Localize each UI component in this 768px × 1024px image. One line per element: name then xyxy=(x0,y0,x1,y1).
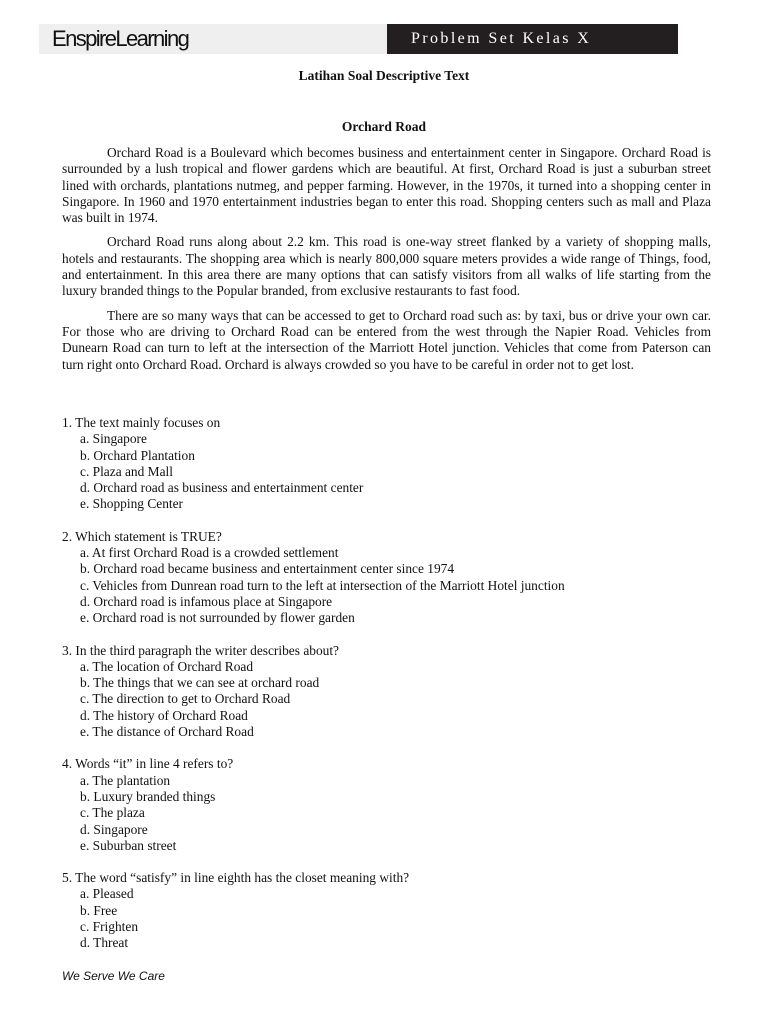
brand-logo: EnspireLearning xyxy=(52,26,189,51)
footer-tagline: We Serve We Care xyxy=(62,969,165,983)
answer-option: c. The plaza xyxy=(80,805,145,821)
answer-option: b. Free xyxy=(80,902,118,918)
question-stem: 2. Which statement is TRUE? xyxy=(62,528,222,544)
answer-option: e. Orchard road is not surrounded by flower garden xyxy=(80,610,355,626)
answer-option: c. Frighten xyxy=(80,919,139,935)
answer-option: a. Pleased xyxy=(80,886,134,902)
question-4 xyxy=(62,756,711,854)
answer-option: a. The plantation xyxy=(80,772,171,788)
answer-option: a. At first Orchard Road is a crowded settlement xyxy=(80,545,339,561)
paragraph: Orchard Road is a Boulevard which becomes business and entertainment center in Singapore. Orchard Road is surrounded by a lush tropical and flower gardens which are beautiful. At first, Orchard Road is just a suburban street lined with orchards, plantations nutmeg, and pepper farming. However, in the 1970s, it turned into a shopping center in Singapore. In 1960 and 1970 entertainment industries began to enter this road. Shopping centers such as mall and Plaza was built in 1974. xyxy=(62,145,711,226)
question-stem: 5. The word “satisfy” in line eighth has the closet meaning with? xyxy=(62,870,410,886)
question-1 xyxy=(62,415,711,513)
question-3 xyxy=(62,643,711,741)
question-stem: 1. The text mainly focuses on xyxy=(62,415,221,430)
header-title: Problem Set Kelas X xyxy=(387,24,678,54)
answer-option: b. Orchard road became business and entertainment center since 1974 xyxy=(80,561,455,577)
answer-option: a. The location of Orchard Road xyxy=(80,658,254,674)
answer-option: d. Orchard road is infamous place at Singapore xyxy=(80,593,333,609)
answer-option: c. Vehicles from Dunrean road turn to the left at intersection of the Marriott Hotel junction xyxy=(80,577,565,593)
document-title: Latihan Soal Descriptive Text xyxy=(298,68,470,83)
answer-option: c. Plaza and Mall xyxy=(80,463,173,479)
answer-option: e. Suburban street xyxy=(80,837,177,853)
question-list xyxy=(62,415,711,968)
answer-option: d. Threat xyxy=(80,935,129,951)
answer-option: d. The history of Orchard Road xyxy=(80,707,248,723)
answer-option: b. The things that we can see at orchard road xyxy=(80,675,320,691)
question-5 xyxy=(62,870,711,951)
answer-option: a. Singapore xyxy=(80,431,147,447)
answer-option: e. Shopping Center xyxy=(80,496,184,512)
passage-title: Orchard Road xyxy=(341,119,427,134)
answer-option: b. Luxury branded things xyxy=(80,788,216,804)
paragraph: Orchard Road runs along about 2.2 km. This road is one-way street flanked by a variety of shopping malls, hotels and restaurants. The shopping area which is nearly 800,000 square meters provides a wide range of Things, food, and entertainment. In this area there are many options that can satisfy visitors from all walks of life starting from the luxury branded things to the Popular branded, from exclusive restaurants to fast food. xyxy=(62,234,711,299)
answer-option: e. The distance of Orchard Road xyxy=(80,724,254,740)
answer-option: d. Orchard road as business and entertainment center xyxy=(80,480,364,496)
question-2 xyxy=(62,529,711,627)
answer-option: c. The direction to get to Orchard Road xyxy=(80,691,291,707)
answer-option: b. Orchard Plantation xyxy=(80,447,195,463)
passage-body xyxy=(62,145,711,381)
answer-option: d. Singapore xyxy=(80,821,148,837)
paragraph: There are so many ways that can be accessed to get to Orchard road such as: by taxi, bus or drive your own car. For those who are driving to Orchard Road can be entered from the west through the Napier Road. Vehicles from Dunearn Road can turn to left at the intersection of the Marriott Hotel junction. Vehicles that come from Paterson can turn right onto Orchard Road. Orchard is always crowded so you have to be careful in order not to get lost. xyxy=(62,307,711,372)
question-stem: 4. Words “it” in line 4 refers to? xyxy=(62,756,234,772)
question-stem: 3. In the third paragraph the writer describes about? xyxy=(62,642,340,658)
